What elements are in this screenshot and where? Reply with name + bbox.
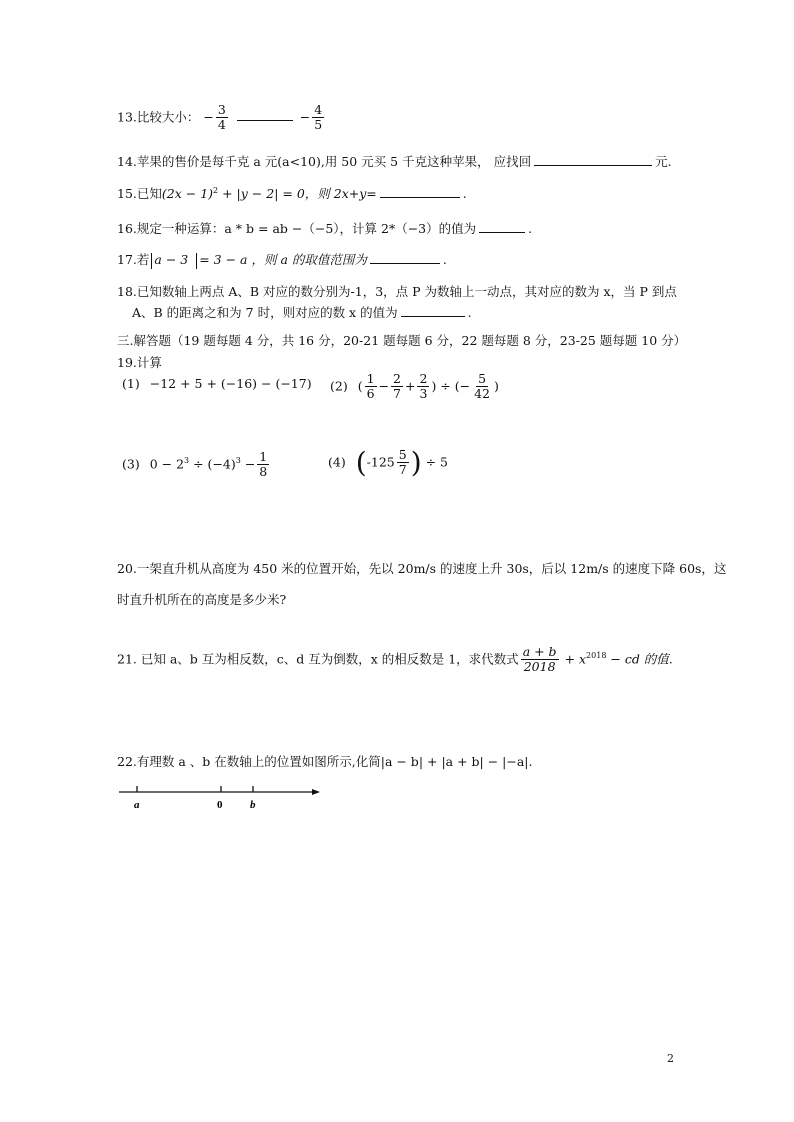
question-19-title: 19.计算 [117, 355, 162, 370]
question-21: 21. 已知 a、b 互为相反数，c、d 互为倒数，x 的相反数是 1，求代数式 $\frac{a + b}{2018}$ + $x^{2018}$ − cd 的值. [117, 644, 673, 675]
answer-blank-16 [479, 231, 525, 233]
question-16: 16.规定一种运算：a * b = ab −（−5），计算 2*（−3）的值为 . [117, 221, 533, 236]
question-17: 17.若 a − 3 = 3 − a ，则 a 的取值范围为 . [117, 252, 447, 267]
question-20: 20.一架直升机从高度为 450 米的位置开始，先以 20m/s 的速度上升 30s，后以 12m/s 的速度下降 60s，这 时直升机所在的高度是多少米? [117, 561, 727, 607]
question-22: 22.有理数 a 、b 在数轴上的位置如图所示,化简|a − b| + |a + b| − |−a|. [117, 754, 533, 769]
q14-text: 14.苹果的售价是每千克 a 元(a<10),用 50 元买 5 千克这种苹果， 应找回 [117, 154, 532, 169]
fraction-4-5: $\frac{4}{5}$ [314, 102, 323, 133]
question-18: 18.已知数轴上两点 A、B 对应的数分别为-1，3，点 P 为数轴上一动点，其对应的数为 x，当 P 到点 A、B 的距离之和为 7 时，则对应的数 x 的值为 . [117, 284, 677, 320]
q13-label: 13.比较大小： [117, 109, 200, 125]
fraction-3-4: $\frac{3}{4}$ [217, 102, 226, 133]
fraction-a-plus-b-over-2018: $\frac{a + b}{2018}$ [522, 644, 557, 675]
q19-part-3: (3) $0 - 2^3 \div (-4)^3$ − $\frac{1}{8}$ [122, 449, 268, 480]
question-13: 13.比较大小： − $\frac{3}{4}$ − $\frac{4}{5}$ [117, 102, 323, 133]
q19-part-4: (4) (-125 $\frac{5}{7}$ ) ÷ 5 [328, 445, 449, 479]
question-14: 14.苹果的售价是每千克 a 元(a<10),用 50 元买 5 千克这种苹果， 应找回 元. [117, 154, 672, 169]
page-number: 2 [667, 1052, 674, 1065]
answer-blank-17 [370, 262, 440, 264]
section-title: 三.解答题（19 题每题 4 分，共 16 分，20-21 题每题 6 分，22 题每题 8 分，23-25 题每题 10 分） [117, 333, 687, 348]
number-line [117, 782, 337, 822]
label-a: a [134, 799, 140, 811]
q19-part-2: (2) ( $\frac{1}{6}$ − $\frac{2}{7}$ + $\frac{2}{3}$ ) ÷ (− $\frac{5}{42}$ ) [330, 371, 499, 402]
q19-part-1: (1) −12 + 5 + (−16) − (−17) [122, 376, 312, 391]
answer-blank-15 [380, 196, 460, 198]
question-15: 15.已知$(2x - 1)^2 + |y - 2| = 0$，则 2x+y= . [117, 185, 467, 201]
label-b: b [250, 799, 256, 811]
answer-blank-13 [237, 119, 293, 121]
answer-blank-18 [401, 315, 465, 317]
label-0: 0 [217, 799, 223, 811]
answer-blank-14 [534, 164, 652, 166]
